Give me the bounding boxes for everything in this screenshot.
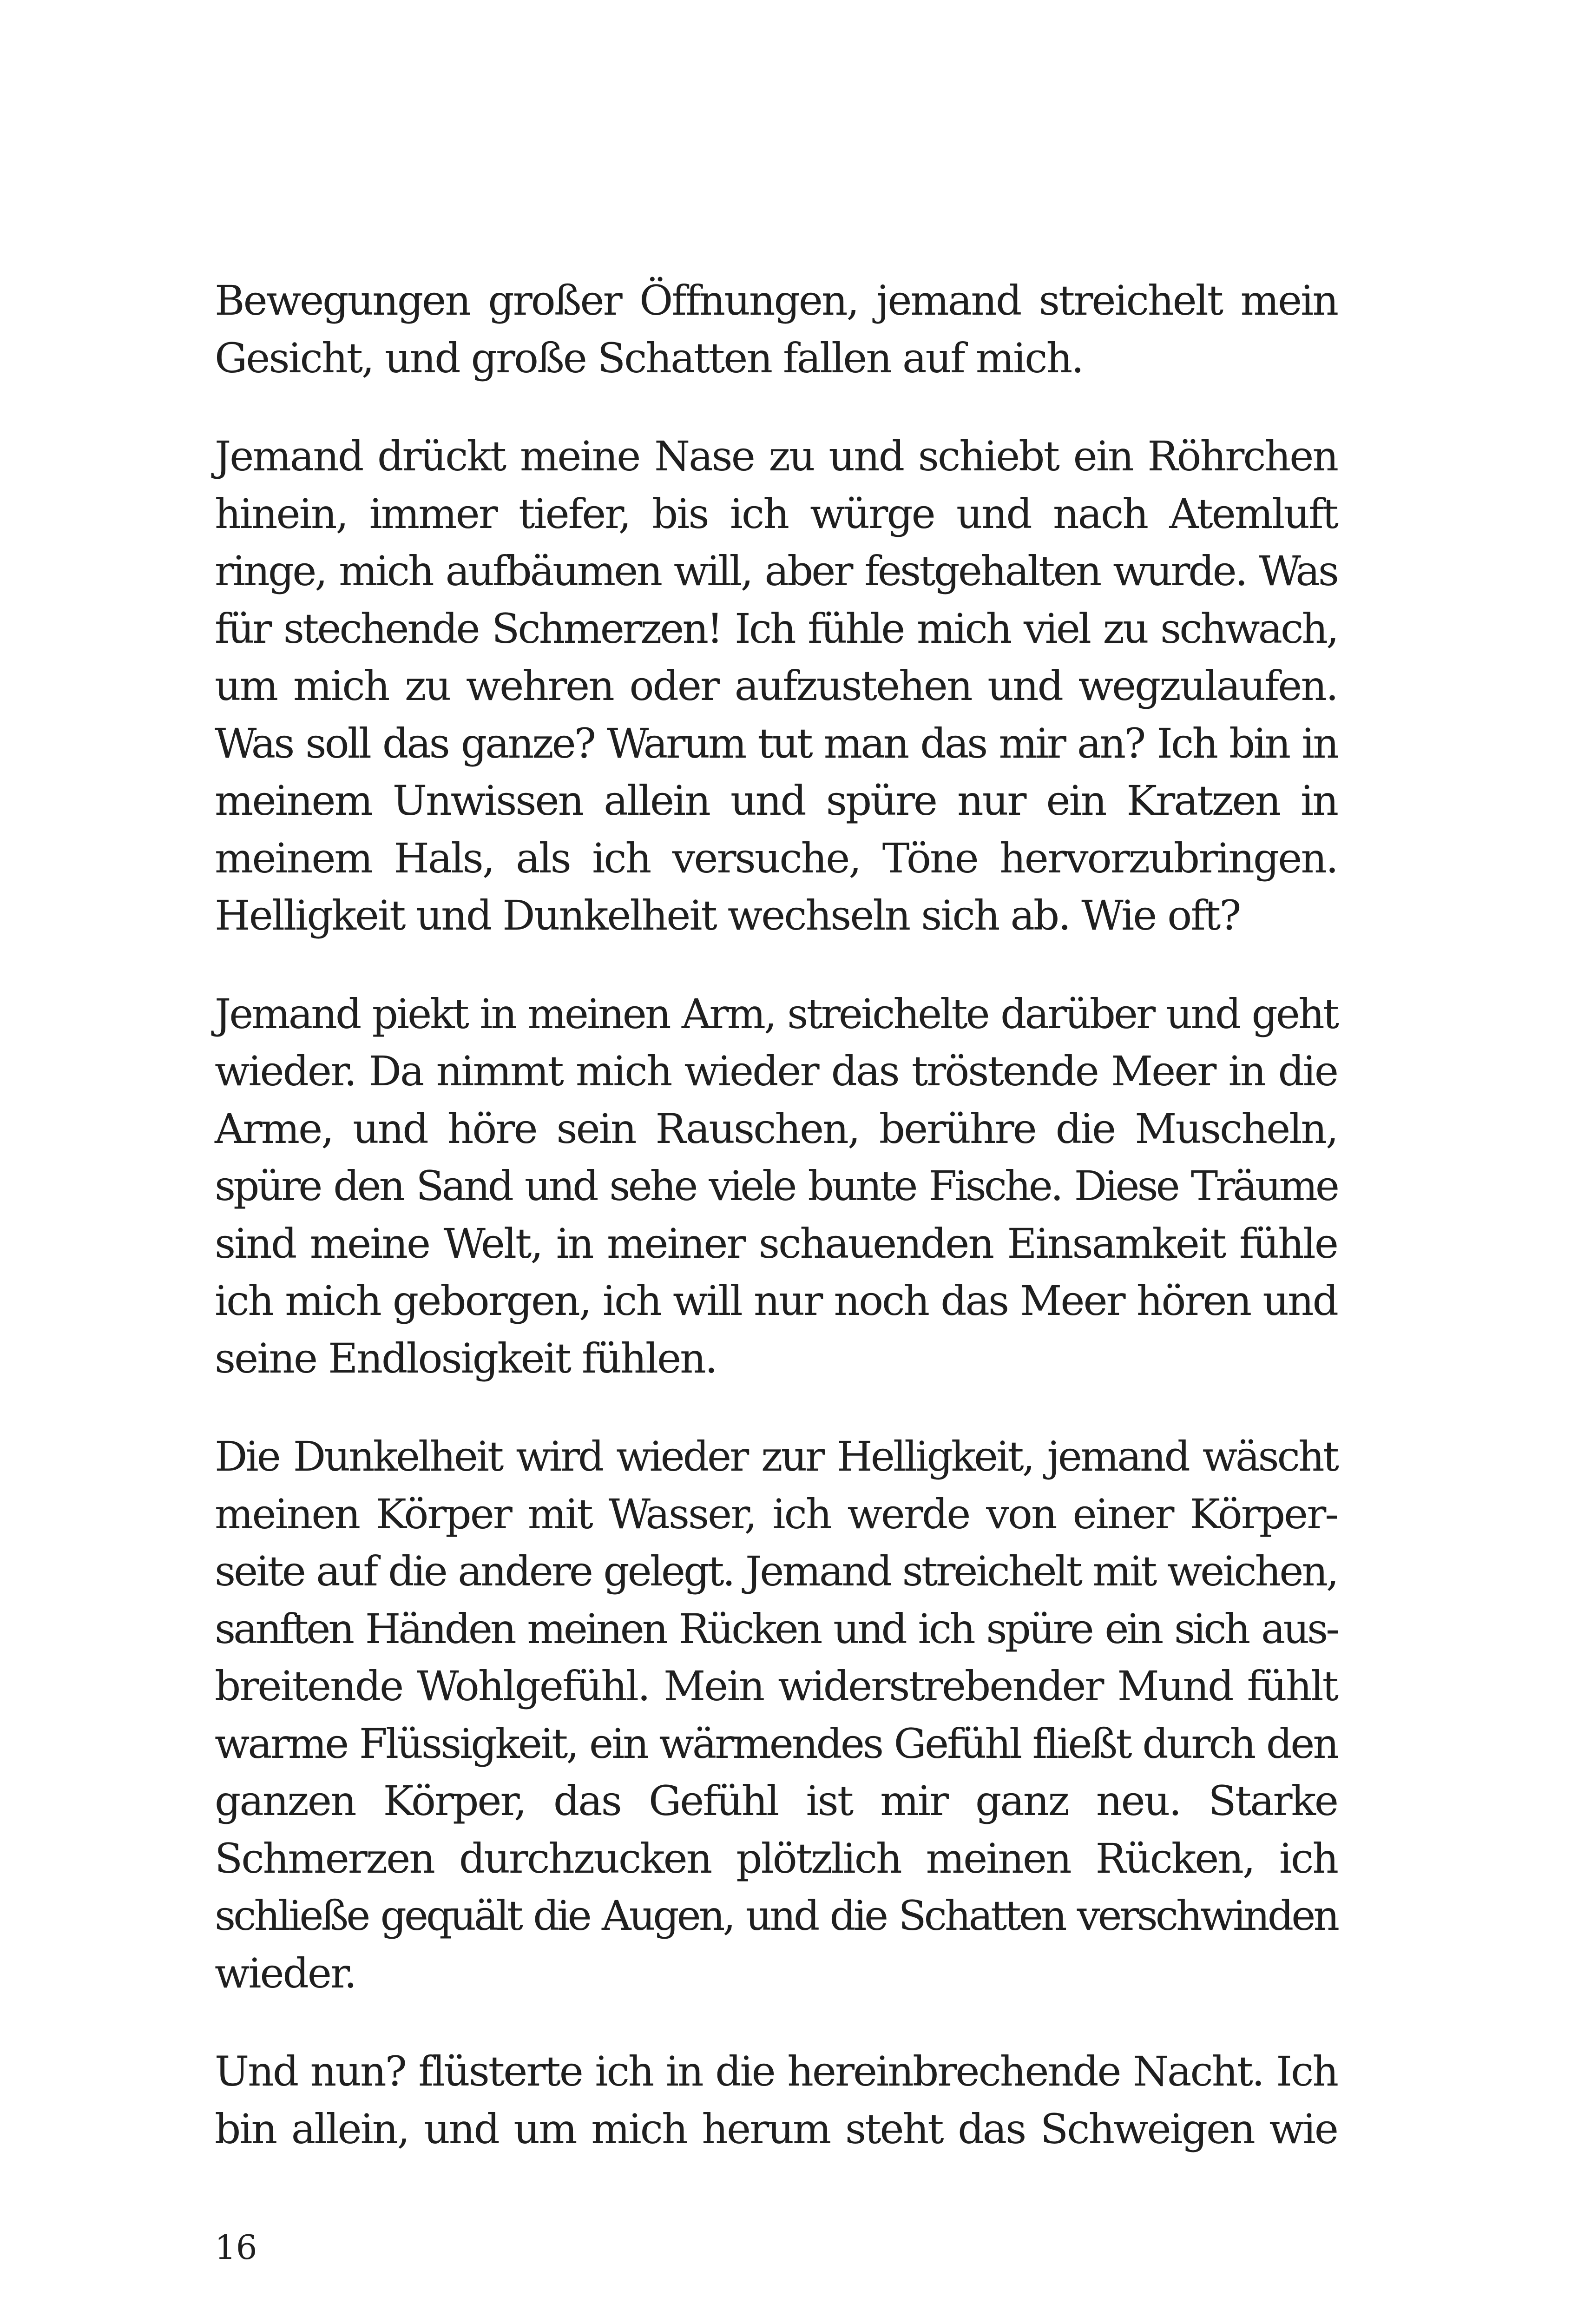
text-line: Jemand drückt meine Nase zu und schiebt ein Röhrchen — [215, 432, 1337, 480]
text-line: wieder. — [215, 1949, 356, 1997]
text-line: Bewegungen großer Öffnungen, jemand streichelt mein — [215, 277, 1337, 324]
body-text — [215, 272, 1337, 2158]
text-line: ganzen Körper, das Gefühl ist mir ganz neu. Starke — [215, 1777, 1337, 1825]
text-line: seite auf die andere gelegt. Jemand streichelt mit weichen, — [215, 1547, 1337, 1595]
text-line: sanften Händen meinen Rücken und ich spüre ein sich aus- — [215, 1604, 1337, 1653]
text-line: Und nun? flüsterte ich in die hereinbrechende Nacht. Ich — [215, 2047, 1337, 2095]
text-line: meinem Unwissen allein und spüre nur ein Kratzen in — [215, 777, 1337, 825]
text-line: hinein, immer tiefer, bis ich würge und nach Atemluft — [215, 489, 1337, 538]
paragraph-4 — [215, 1428, 1337, 2002]
text-line: Jemand piekt in meinen Arm, streichelte darüber und geht — [215, 990, 1337, 1038]
text-line: spüre den Sand und sehe viele bunte Fische. Diese Träume — [215, 1162, 1337, 1210]
paragraph-1 — [215, 272, 1337, 387]
text-line: Schmerzen durchzucken plötzlich meinen Rücken, ich — [215, 1834, 1337, 1882]
text-line: Was soll das ganze? Warum tut man das mir an? Ich bin in — [215, 719, 1337, 767]
text-line: seine Endlosigkeit fühlen. — [215, 1334, 717, 1382]
paragraph-2 — [215, 428, 1337, 944]
text-line: schließe gequält die Augen, und die Schatten verschwinden — [215, 1892, 1337, 1940]
page-number: 16 — [215, 2228, 257, 2267]
text-line: sind meine Welt, in meiner schauenden Einsamkeit fühle — [215, 1219, 1337, 1268]
text-line: Gesicht, und große Schatten fallen auf mich. — [215, 334, 1083, 382]
paragraph-3 — [215, 985, 1337, 1387]
text-line: Helligkeit und Dunkelheit wechseln sich ab. Wie oft? — [215, 891, 1240, 939]
text-line: für stechende Schmerzen! Ich fühle mich viel zu schwach, — [215, 604, 1337, 653]
text-line: breitende Wohlgefühl. Mein widerstrebender Mund fühlt — [215, 1662, 1337, 1710]
text-line: ringe, mich aufbäumen will, aber festgehalten wurde. Was — [215, 547, 1337, 595]
text-line: Die Dunkelheit wird wieder zur Helligkeit, jemand wäscht — [215, 1433, 1337, 1480]
text-line: um mich zu wehren oder aufzustehen und wegzulaufen. — [215, 662, 1337, 710]
text-line: ich mich geborgen, ich will nur noch das Meer hören und — [215, 1277, 1337, 1325]
text-line: warme Flüssigkeit, ein wärmendes Gefühl fließt durch den — [215, 1719, 1337, 1768]
text-line: wieder. Da nimmt mich wieder das tröstende Meer in die — [215, 1047, 1337, 1095]
text-line: Arme, und höre sein Rauschen, berühre die Muscheln, — [215, 1104, 1337, 1153]
text-line: meinen Körper mit Wasser, ich werde von einer Körper- — [215, 1490, 1337, 1538]
paragraph-5 — [215, 2043, 1337, 2158]
text-line: bin allein, und um mich herum steht das Schweigen wie — [215, 2105, 1337, 2153]
text-line: meinem Hals, als ich versuche, Töne hervorzubringen. — [215, 834, 1337, 882]
